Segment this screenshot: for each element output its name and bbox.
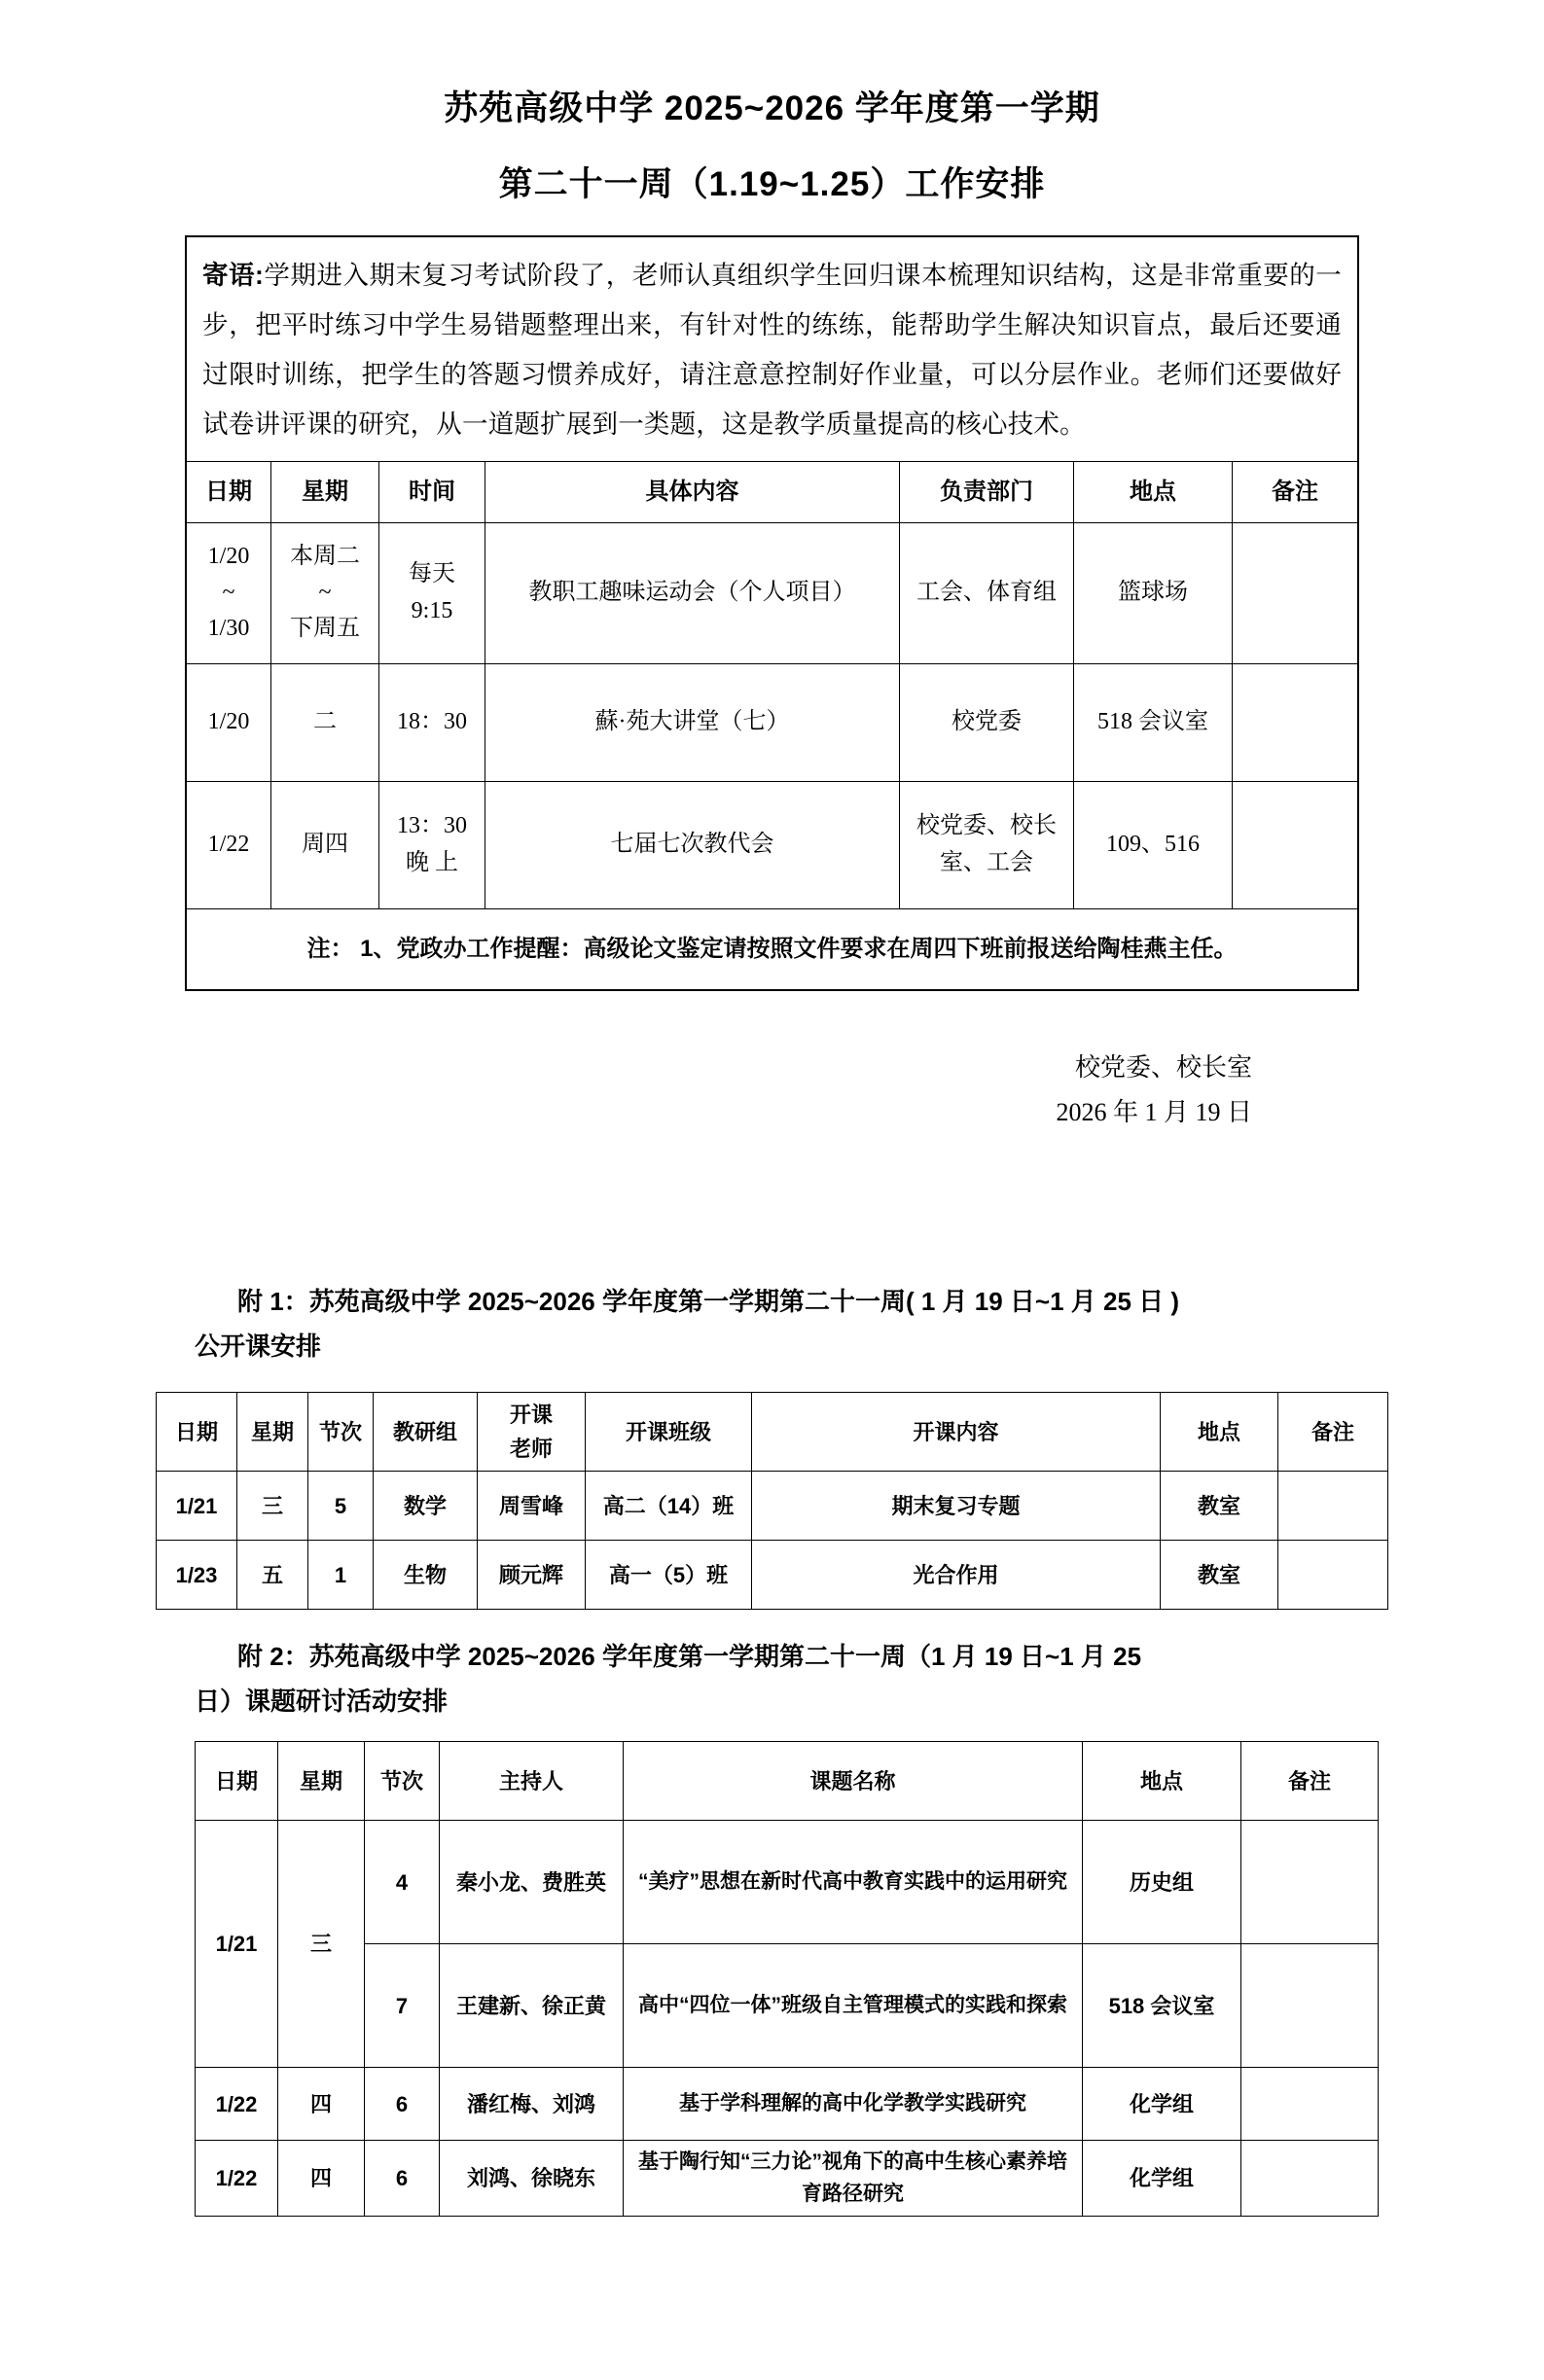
attachment1-heading-line1: 附 1：苏苑高级中学 2025~2026 学年度第一学期第二十一周( 1 月 19 日~1 月 25 日 ) <box>237 1287 1180 1317</box>
cell-topic: “美疗”思想在新时代高中教育实践中的运用研究 <box>624 1821 1083 1944</box>
cell-location: 518 会议室 <box>1083 1944 1241 2068</box>
cell-location: 109、516 <box>1074 781 1233 908</box>
cell-topic: 基于陶行知“三力论”视角下的高中生核心素养培育路径研究 <box>624 2141 1083 2217</box>
col-header-date: 日期 <box>157 1393 237 1472</box>
col-header-department: 负责部门 <box>900 461 1074 522</box>
cell-teaching-group: 生物 <box>374 1541 478 1610</box>
cell-period: 7 <box>365 1944 440 2068</box>
cell-remark <box>1241 2141 1379 2217</box>
cell-remark <box>1278 1541 1388 1610</box>
attachment2-heading-line2: 日）课题研讨活动安排 <box>195 1686 449 1716</box>
cell-lesson-content: 光合作用 <box>752 1541 1161 1610</box>
cell-location: 教室 <box>1161 1472 1278 1541</box>
cell-date: 1/23 <box>157 1541 237 1610</box>
cell-teacher: 周雪峰 <box>478 1472 586 1541</box>
research-topic-schedule-table <box>195 1741 1379 2217</box>
cell-department: 校党委、校长室、工会 <box>900 781 1074 908</box>
message-paragraph <box>187 237 1357 461</box>
col-header-host: 主持人 <box>440 1742 624 1821</box>
cell-date: 1/20 <box>187 663 271 781</box>
cell-remark <box>1278 1472 1388 1541</box>
cell-remark <box>1233 522 1358 663</box>
cell-teacher: 顾元辉 <box>478 1541 586 1610</box>
col-header-date: 日期 <box>187 461 271 522</box>
cell-content: 蘇·苑大讲堂（七） <box>485 663 900 781</box>
cell-weekday: 二 <box>271 663 379 781</box>
col-header-class: 开课班级 <box>586 1393 752 1472</box>
table-row <box>196 1821 1379 1944</box>
cell-date: 1/22 <box>196 2068 278 2141</box>
cell-location: 化学组 <box>1083 2068 1241 2141</box>
cell-date: 1/22 <box>187 781 271 908</box>
message-body: 学期进入期末复习考试阶段了，老师认真组织学生回归课本梳理知识结构，这是非常重要的一步，把平时练习中学生易错题整理出来，有针对性的练练，能帮助学生解决知识盲点，最后还要通过限时训练，把学生的答题习惯养成好，请注意意控制好作业量，可以分层作业。老师们还要做好试卷讲评课的研究，从一道题扩展到一类题，这是教学质量提高的核心技术。 <box>202 261 1342 439</box>
weekly-schedule-table <box>187 461 1357 989</box>
table-note: 注： 1、党政办工作提醒：高级论文鉴定请按照文件要求在周四下班前报送给陶桂燕主任。 <box>187 908 1357 989</box>
cell-weekday: 三 <box>237 1472 308 1541</box>
cell-time: 13：30 晚 上 <box>379 781 485 908</box>
cell-content: 教职工趣味运动会（个人项目） <box>485 522 900 663</box>
attachment2-heading-line1: 附 2：苏苑高级中学 2025~2026 学年度第一学期第二十一周（1 月 19 日~1 月 25 <box>237 1642 1142 1672</box>
cell-period: 4 <box>365 1821 440 1944</box>
cell-host: 王建新、徐正黄 <box>440 1944 624 2068</box>
cell-topic: 基于学科理解的高中化学教学实践研究 <box>624 2068 1083 2141</box>
col-header-topic: 课题名称 <box>624 1742 1083 1821</box>
attachment1-heading <box>195 1280 1408 1368</box>
cell-host: 潘红梅、刘鸿 <box>440 2068 624 2141</box>
col-header-teaching-group: 教研组 <box>374 1393 478 1472</box>
table-row <box>157 1541 1388 1610</box>
signature-date: 2026 年 1 月 19 日 <box>1056 1098 1252 1127</box>
cell-weekday: 三 <box>278 1821 365 2068</box>
cell-date: 1/20 ~ 1/30 <box>187 522 271 663</box>
cell-remark <box>1241 2068 1379 2141</box>
cell-date: 1/21 <box>196 1821 278 2068</box>
cell-content: 七届七次教代会 <box>485 781 900 908</box>
col-header-remark: 备注 <box>1233 461 1358 522</box>
cell-weekday: 周四 <box>271 781 379 908</box>
col-header-remark: 备注 <box>1241 1742 1379 1821</box>
cell-location: 历史组 <box>1083 1821 1241 1944</box>
table-row <box>187 781 1357 908</box>
cell-time: 每天 9:15 <box>379 522 485 663</box>
cell-topic: 高中“四位一体”班级自主管理模式的实践和探索 <box>624 1944 1083 2068</box>
col-header-location: 地点 <box>1161 1393 1278 1472</box>
cell-location: 518 会议室 <box>1074 663 1233 781</box>
table-row <box>187 663 1357 781</box>
attachment2-table-wrapper <box>195 1741 1379 2217</box>
cell-class: 高一（5）班 <box>586 1541 752 1610</box>
page-title-line1: 苏苑高级中学 2025~2026 学年度第一学期 <box>444 89 1100 127</box>
cell-remark <box>1241 1821 1379 1944</box>
cell-remark <box>1241 1944 1379 2068</box>
cell-period: 6 <box>365 2068 440 2141</box>
cell-host: 刘鸿、徐晓东 <box>440 2141 624 2217</box>
cell-period: 6 <box>365 2141 440 2217</box>
table-header-row <box>196 1742 1379 1821</box>
message-label: 寄语: <box>202 261 265 290</box>
cell-location: 教室 <box>1161 1541 1278 1610</box>
table-row <box>196 2141 1379 2217</box>
cell-weekday: 本周二 ~ 下周五 <box>271 522 379 663</box>
col-header-time: 时间 <box>379 461 485 522</box>
cell-weekday: 四 <box>278 2068 365 2141</box>
cell-weekday: 四 <box>278 2141 365 2217</box>
table-row <box>157 1472 1388 1541</box>
signature-issuer: 校党委、校长室 <box>1074 1052 1252 1082</box>
cell-department: 校党委 <box>900 663 1074 781</box>
cell-department: 工会、体育组 <box>900 522 1074 663</box>
cell-host: 秦小龙、费胜英 <box>440 1821 624 1944</box>
table-row <box>196 2068 1379 2141</box>
col-header-weekday: 星期 <box>271 461 379 522</box>
main-content-frame <box>185 235 1359 991</box>
attachment2-heading <box>195 1635 1408 1723</box>
cell-period: 5 <box>308 1472 374 1541</box>
col-header-period: 节次 <box>308 1393 374 1472</box>
table-note-row <box>187 908 1357 989</box>
cell-date: 1/22 <box>196 2141 278 2217</box>
cell-time: 18：30 <box>379 663 485 781</box>
col-header-content: 具体内容 <box>485 461 900 522</box>
cell-remark <box>1233 781 1358 908</box>
cell-period: 1 <box>308 1541 374 1610</box>
table-header-row <box>187 461 1357 522</box>
cell-weekday: 五 <box>237 1541 308 1610</box>
col-header-remark: 备注 <box>1278 1393 1388 1472</box>
col-header-location: 地点 <box>1083 1742 1241 1821</box>
table-row <box>196 1944 1379 2068</box>
signature-block <box>0 1046 1252 1137</box>
cell-location: 篮球场 <box>1074 522 1233 663</box>
col-header-weekday: 星期 <box>278 1742 365 1821</box>
cell-location: 化学组 <box>1083 2141 1241 2217</box>
open-class-schedule-table <box>156 1392 1388 1610</box>
cell-class: 高二（14）班 <box>586 1472 752 1541</box>
attachment1-heading-line2: 公开课安排 <box>195 1331 322 1361</box>
cell-lesson-content: 期末复习专题 <box>752 1472 1161 1541</box>
page-title-line2: 第二十一周（1.19~1.25）工作安排 <box>498 165 1046 203</box>
attachment1-table-wrapper <box>156 1392 1388 1610</box>
col-header-weekday: 星期 <box>237 1393 308 1472</box>
cell-date: 1/21 <box>157 1472 237 1541</box>
col-header-teacher: 开课 老师 <box>478 1393 586 1472</box>
cell-teaching-group: 数学 <box>374 1472 478 1541</box>
table-header-row <box>157 1393 1388 1472</box>
cell-remark <box>1233 663 1358 781</box>
col-header-lesson-content: 开课内容 <box>752 1393 1161 1472</box>
table-row <box>187 522 1357 663</box>
col-header-date: 日期 <box>196 1742 278 1821</box>
col-header-period: 节次 <box>365 1742 440 1821</box>
col-header-location: 地点 <box>1074 461 1233 522</box>
